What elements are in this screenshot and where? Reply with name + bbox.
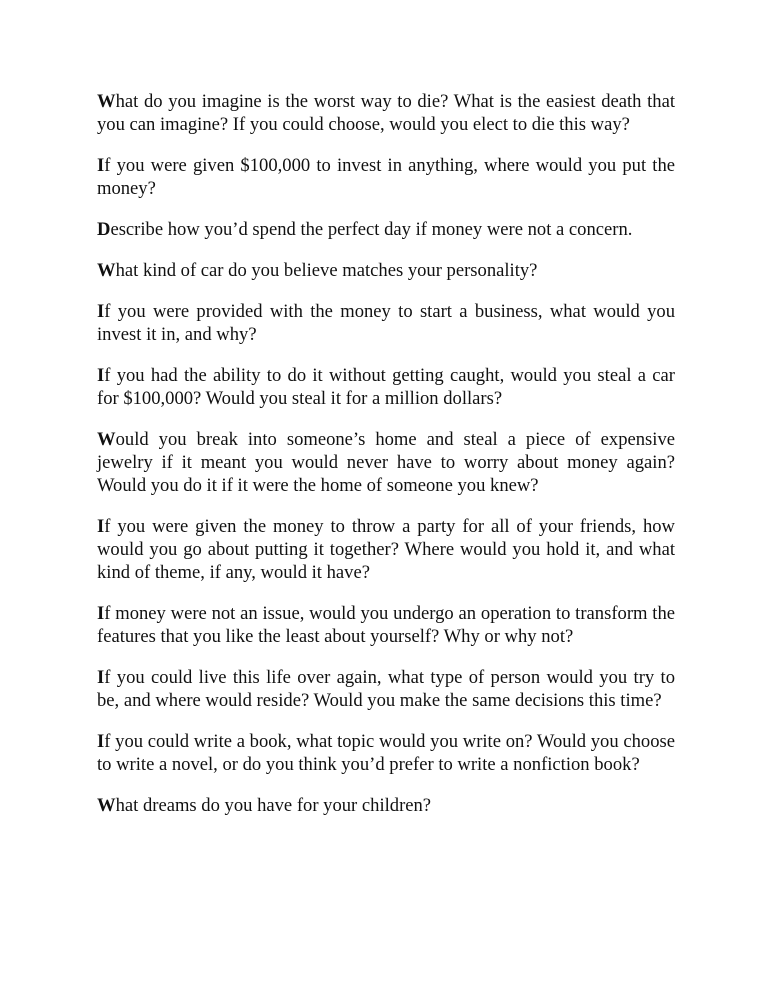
question-initial: W bbox=[97, 795, 116, 816]
question-paragraph bbox=[97, 364, 675, 410]
question-paragraph bbox=[97, 218, 675, 241]
question-initial: W bbox=[97, 91, 116, 112]
question-paragraph bbox=[97, 90, 675, 136]
question-paragraph bbox=[97, 730, 675, 776]
question-initial: I bbox=[97, 365, 105, 386]
question-text: f you could write a book, what topic would you write on? Would you choose to write a novel, or do you think you’d prefer to write a nonfiction book? bbox=[97, 731, 675, 775]
question-initial: I bbox=[97, 667, 105, 688]
question-text: hat dreams do you have for your children? bbox=[115, 795, 432, 816]
question-text: f money were not an issue, would you undergo an operation to transform the features that you like the least about yourself? Why or why not? bbox=[97, 603, 675, 647]
question-paragraph bbox=[97, 428, 675, 497]
question-initial: I bbox=[97, 301, 105, 322]
question-text: f you were provided with the money to start a business, what would you invest it in, and why? bbox=[97, 301, 675, 345]
question-text: ould you break into someone’s home and steal a piece of expensive jewelry if it meant you would never have to worry about money again? Would you do it if it were the home of someone you knew? bbox=[97, 429, 675, 496]
question-initial: D bbox=[97, 219, 111, 240]
question-initial: I bbox=[97, 155, 105, 176]
question-paragraph bbox=[97, 154, 675, 200]
question-text: escribe how you’d spend the perfect day if money were not a concern. bbox=[110, 219, 633, 240]
question-text: f you could live this life over again, what type of person would you try to be, and where would reside? Would you make the same decisions this time? bbox=[97, 667, 675, 711]
question-paragraph bbox=[97, 666, 675, 712]
question-text: f you had the ability to do it without getting caught, would you steal a car for $100,000? Would you steal it for a million dollars? bbox=[97, 365, 675, 409]
question-initial: W bbox=[97, 429, 116, 450]
question-initial: I bbox=[97, 516, 105, 537]
question-list bbox=[97, 90, 675, 835]
question-paragraph bbox=[97, 602, 675, 648]
question-text: hat do you imagine is the worst way to die? What is the easiest death that you can imagine? If you could choose, would you elect to die this way? bbox=[97, 91, 675, 135]
question-initial: I bbox=[97, 731, 105, 752]
question-initial: I bbox=[97, 603, 105, 624]
question-paragraph bbox=[97, 794, 675, 817]
question-text: f you were given the money to throw a party for all of your friends, how would you go about putting it together? Where would you hold it, and what kind of theme, if any, would it have? bbox=[97, 516, 675, 583]
question-text: f you were given $100,000 to invest in anything, where would you put the money? bbox=[97, 155, 675, 199]
question-initial: W bbox=[97, 260, 116, 281]
question-paragraph bbox=[97, 300, 675, 346]
question-paragraph bbox=[97, 515, 675, 584]
question-paragraph bbox=[97, 259, 675, 282]
question-text: hat kind of car do you believe matches your personality? bbox=[115, 260, 538, 281]
